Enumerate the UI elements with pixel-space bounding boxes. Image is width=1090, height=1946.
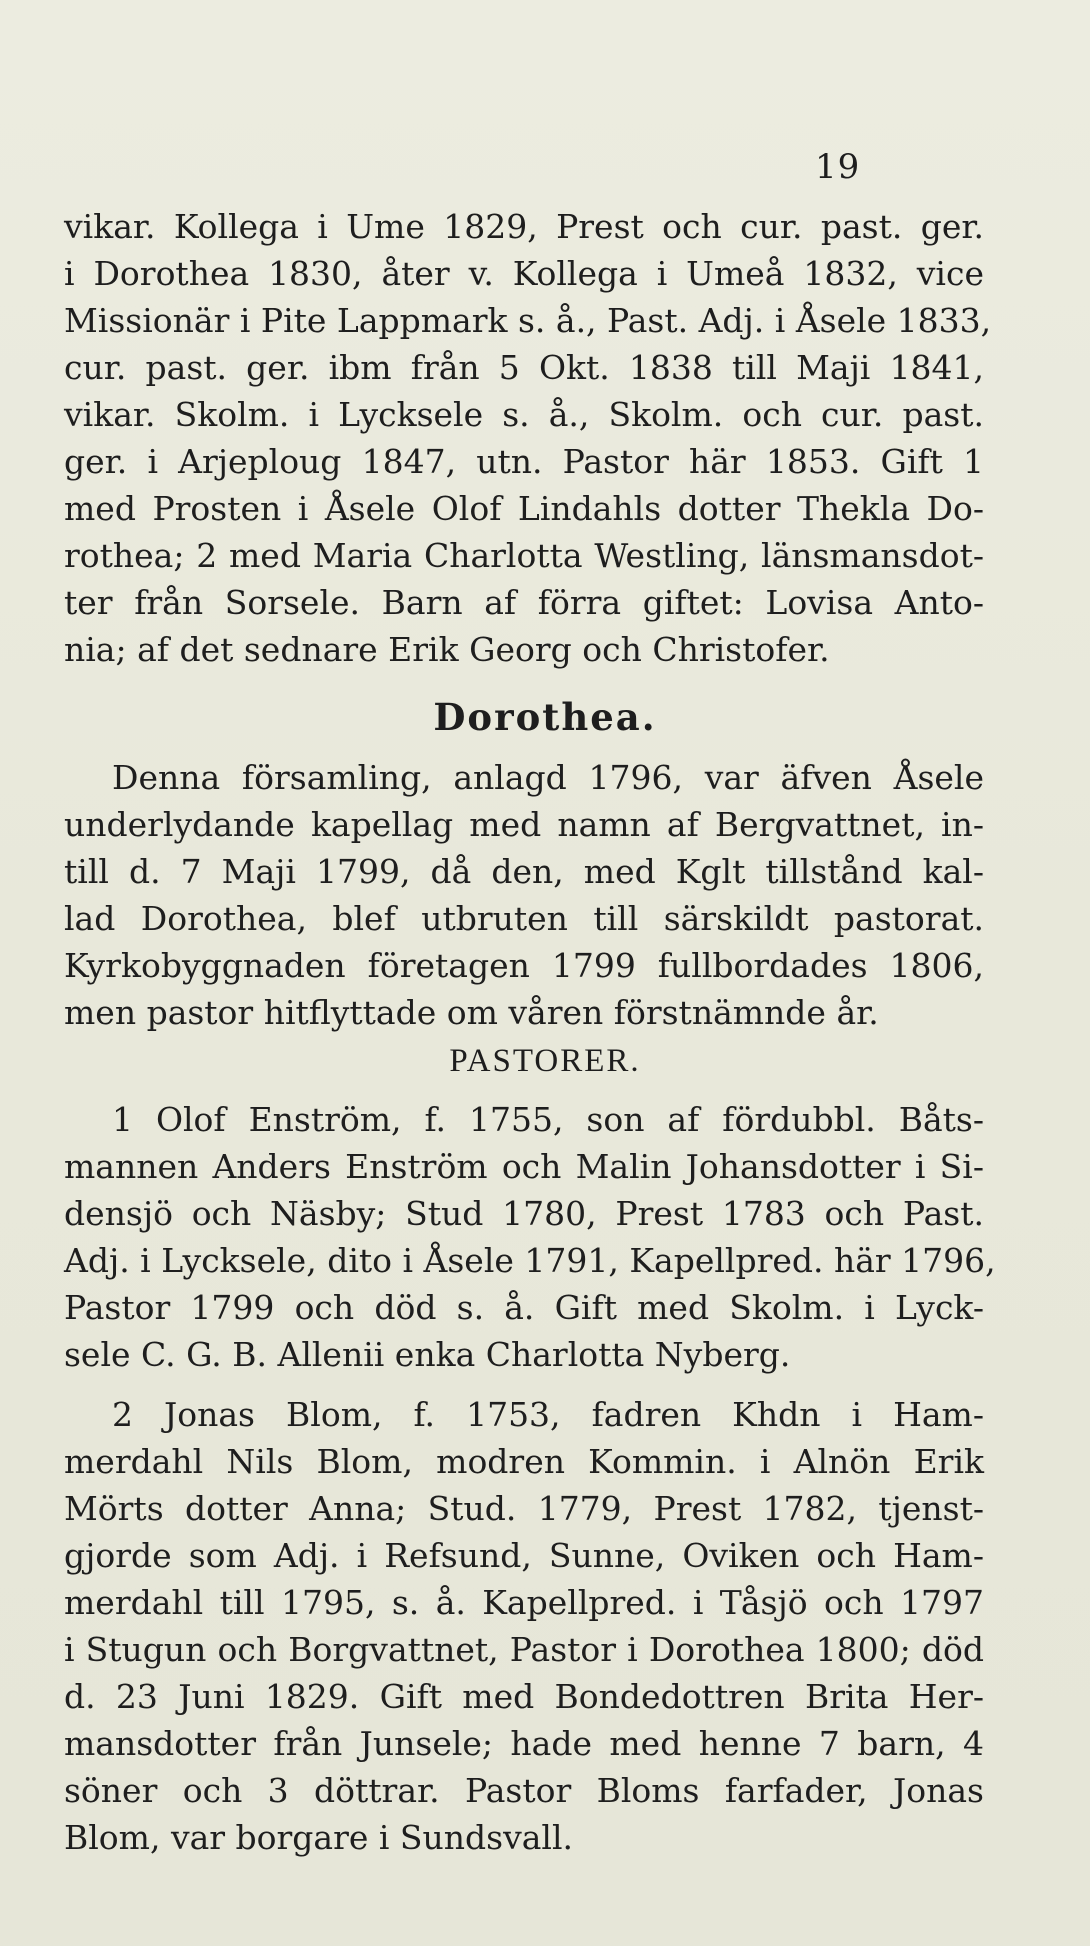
text-line: 2 Jonas Blom, f. 1753, fadren Khdn i Ham- [112,1395,984,1434]
text-line: Adj. i Lycksele, dito i Åsele 1791, Kapellpred. här 1796, [64,1241,996,1280]
text-line: ger. i Arjeploug 1847, utn. Pastor här 1853. Gift 1 [64,442,984,481]
text-line: ter från Sorsele. Barn af förra giftet: Lovisa Anto- [64,583,984,622]
text-line: lad Dorothea, blef utbruten till särskildt pastorat. [64,899,984,938]
text-line: Denna församling, anlagd 1796, var äfven Åsele [112,758,984,797]
text-line: Kyrkobyggnaden företagen 1799 fullbordades 1806, [64,946,984,985]
text-line: i Stugun och Borgvattnet, Pastor i Dorothea 1800; död [64,1630,984,1669]
text-line: underlydande kapellag med namn af Bergvattnet, in- [64,805,984,844]
text-line: merdahl Nils Blom, modren Kommin. i Alnön Erik [64,1442,984,1481]
text-line: söner och 3 döttrar. Pastor Bloms farfader, Jonas [64,1771,984,1810]
text-line: sele C. G. B. Allenii enka Charlotta Nyberg. [64,1335,791,1374]
text-line: cur. past. ger. ibm från 5 Okt. 1838 till Maji 1841, [64,348,984,387]
text-line: mansdotter från Junsele; hade med henne 7 barn, 4 [64,1724,984,1763]
text-line: rothea; 2 med Maria Charlotta Westling, länsmansdot- [64,536,984,575]
text-line: i Dorothea 1830, åter v. Kollega i Umeå 1832, vice [64,254,984,293]
text-line: Mörts dotter Anna; Stud. 1779, Prest 1782, tjenst- [64,1489,984,1528]
text-line: d. 23 Juni 1829. Gift med Bondedottren Brita Her- [64,1677,984,1716]
text-line: men pastor hitflyttade om våren förstnämnde år. [64,993,879,1032]
text-line: med Prosten i Åsele Olof Lindahls dotter Thekla Do- [64,489,984,528]
pastors-heading: PASTORER. [449,1043,641,1079]
text-line: gjorde som Adj. i Refsund, Sunne, Oviken och Ham- [64,1536,984,1575]
section-title: Dorothea. [433,695,657,739]
text-line: Blom, var borgare i Sundsvall. [64,1818,574,1857]
text-line: nia; af det sednare Erik Georg och Christofer. [64,630,830,669]
text-line: till d. 7 Maji 1799, då den, med Kglt tillstånd kal- [64,852,984,891]
text-line: vikar. Kollega i Ume 1829, Prest och cur. past. ger. [64,207,984,246]
text-line: densjö och Näsby; Stud 1780, Prest 1783 och Past. [64,1194,984,1233]
text-line: 1 Olof Enström, f. 1755, son af fördubbl. Båts- [112,1100,984,1139]
text-line: mannen Anders Enström och Malin Johansdotter i Si- [64,1147,984,1186]
text-line: Pastor 1799 och död s. å. Gift med Skolm. i Lyck- [64,1288,984,1327]
text-line: merdahl till 1795, s. å. Kapellpred. i Tåsjö och 1797 [64,1583,984,1622]
text-line: vikar. Skolm. i Lycksele s. å., Skolm. och cur. past. [64,395,984,434]
text-line: Missionär i Pite Lappmark s. å., Past. Adj. i Åsele 1833, [64,301,992,340]
page-number: 19 [815,147,861,187]
